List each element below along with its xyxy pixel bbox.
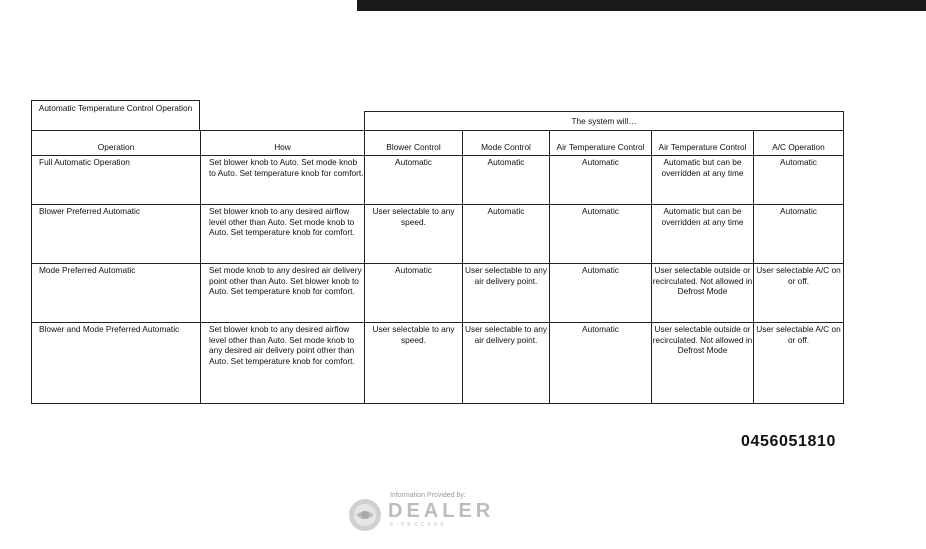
table-row bbox=[31, 263, 844, 323]
cell-how: Set blower knob to Auto. Set mode knob to Auto. Set temperature knob for comfort. bbox=[200, 155, 365, 205]
system-will-header: The system will… bbox=[364, 111, 844, 131]
table-row bbox=[31, 155, 844, 205]
cell-how: Set blower knob to any desired airflow level other than Auto. Set mode knob to Auto. Set temperature knob for comfort. bbox=[200, 204, 365, 264]
header-ac-operation: A/C Operation bbox=[753, 130, 844, 156]
cell-ac: User selectable A/C on or off. bbox=[753, 263, 844, 323]
cell-air-temp: Automatic bbox=[549, 155, 652, 205]
cell-operation: Full Automatic Operation bbox=[31, 155, 201, 205]
cell-blower: User selectable to any speed. bbox=[364, 204, 463, 264]
cell-mode: Automatic bbox=[462, 155, 550, 205]
cell-air-temp-2: User selectable outside or recirculated. Not allowed in Defrost Mode bbox=[651, 263, 754, 323]
globe-logo-icon bbox=[348, 498, 382, 532]
cell-air-temp: Automatic bbox=[549, 322, 652, 404]
cell-ac: User selectable A/C on or off. bbox=[753, 322, 844, 404]
cell-mode: Automatic bbox=[462, 204, 550, 264]
header-how: How bbox=[200, 130, 365, 156]
top-black-bar bbox=[357, 0, 926, 11]
watermark-brand: DEALER bbox=[388, 500, 495, 522]
cell-air-temp-2: User selectable outside or recirculated. Not allowed in Defrost Mode bbox=[651, 322, 754, 404]
watermark bbox=[348, 490, 518, 535]
header-air-temperature-control-2: Air Temperature Control bbox=[651, 130, 754, 156]
header-blower-control: Blower Control bbox=[364, 130, 463, 156]
cell-blower: Automatic bbox=[364, 263, 463, 323]
cell-mode: User selectable to any air delivery point. bbox=[462, 322, 550, 404]
cell-air-temp-2: Automatic but can be overridden at any time bbox=[651, 204, 754, 264]
cell-blower: User selectable to any speed. bbox=[364, 322, 463, 404]
cell-how: Set mode knob to any desired air delivery point other than Auto. Set blower knob to Auto. Set temperature knob for comfort. bbox=[200, 263, 365, 323]
cell-air-temp-2: Automatic but can be overridden at any time bbox=[651, 155, 754, 205]
watermark-small-text: Information Provided by: bbox=[390, 492, 466, 499]
figure-code: 0456051810 bbox=[741, 433, 836, 450]
header-mode-control: Mode Control bbox=[462, 130, 550, 156]
table-row bbox=[31, 322, 844, 404]
cell-operation: Mode Preferred Automatic bbox=[31, 263, 201, 323]
cell-air-temp: Automatic bbox=[549, 204, 652, 264]
header-air-temperature-control: Air Temperature Control bbox=[549, 130, 652, 156]
header-operation: Operation bbox=[31, 130, 201, 156]
cell-mode: User selectable to any air delivery point. bbox=[462, 263, 550, 323]
cell-ac: Automatic bbox=[753, 155, 844, 205]
watermark-sub: E-PROCESS bbox=[390, 522, 447, 528]
cell-ac: Automatic bbox=[753, 204, 844, 264]
atc-operation-table bbox=[31, 100, 844, 404]
table-title: Automatic Temperature Control Operation bbox=[31, 100, 200, 131]
cell-how: Set blower knob to any desired airflow level other than Auto. Set mode knob to any desired air delivery point other than Auto. Set temperature knob for comfort. bbox=[200, 322, 365, 404]
table-row bbox=[31, 204, 844, 264]
cell-blower: Automatic bbox=[364, 155, 463, 205]
cell-air-temp: Automatic bbox=[549, 263, 652, 323]
cell-operation: Blower and Mode Preferred Automatic bbox=[31, 322, 201, 404]
cell-operation: Blower Preferred Automatic bbox=[31, 204, 201, 264]
